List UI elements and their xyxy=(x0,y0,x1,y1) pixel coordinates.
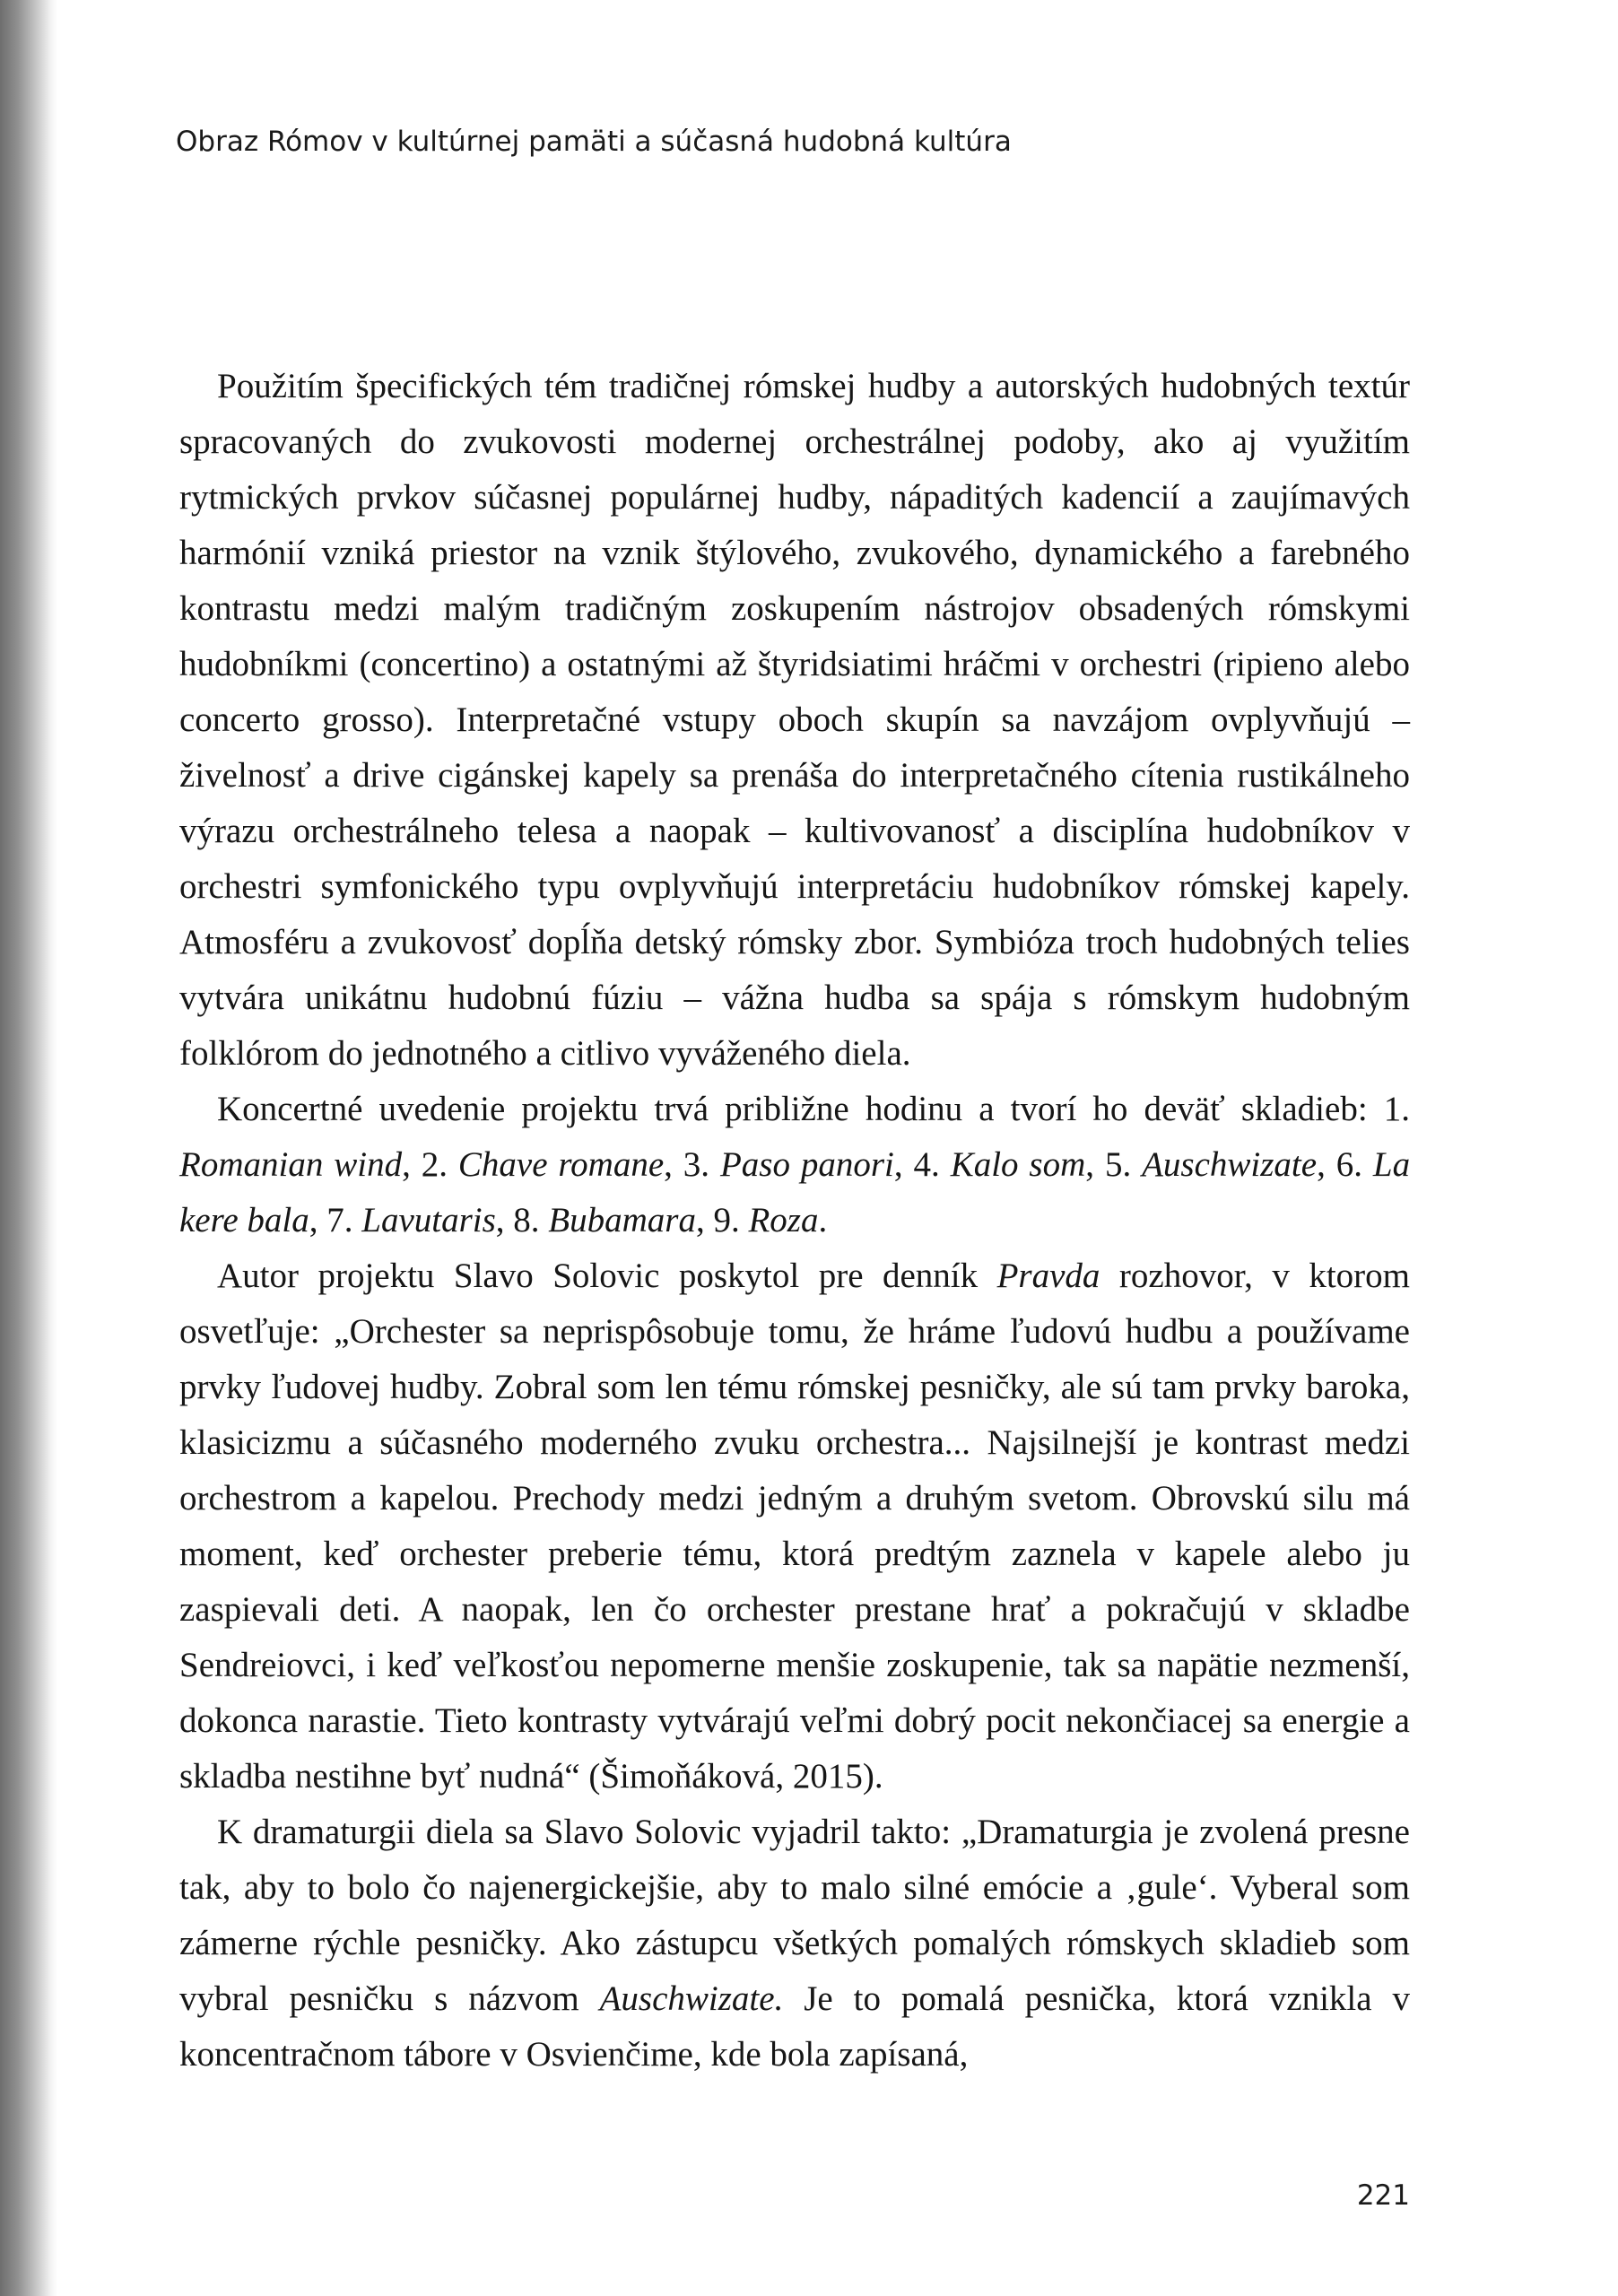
paragraph-3: Autor projektu Slavo Solovic poskytol pre denník Pravda rozhovor, v ktorom osvetľuje: „Orchester sa neprispôsobuje tomu, že hráme ľudovú hudbu a používame prvky ľudovej hudby. Zobral som len tému rómskej pesničky, ale sú tam prvky baroka, klasicizmu a súčasného moderného zvuku orchestra... Najsilnejší je kontrast medzi orchestrom a kapelou. Prechody medzi jedným a druhým svetom. Obrovskú silu má moment, keď orchester preberie tému, ktorá predtým zaznela v kapele alebo ju zaspievali deti. A naopak, len čo orchester prestane hrať a pokračujú v skladbe Sendreiovci, i keď veľkosťou nepomerne menšie zoskupenie, tak sa napätie nezmenší, dokonca narastie. Tieto kontrasty vytvárajú veľmi dobrý pocit nekončiacej sa energie a skladba nestihne byť nudná“ (Šimoňáková, 2015). xyxy=(179,1257,1410,1796)
paragraph-4: K dramaturgii diela sa Slavo Solovic vyjadril takto: „Dramaturgia je zvolená presne tak, aby to bolo čo najenergickejšie, aby to malo silné emócie a ‚gule‘. Vyberal som zámerne rýchle pesničky. Ako zástupcu všetkých pomalých rómskych skladieb som vybral pesničku s názvom Auschwizate. Je to pomalá pesnička, ktorá vznikla v koncentračnom tábore v Osvienčime, kde bola zapísaná, xyxy=(179,1813,1411,2074)
track-title: Bubamara xyxy=(548,1201,696,1239)
paragraph-2 xyxy=(179,1082,1410,1248)
track-item: 1. Romanian wind, xyxy=(179,1090,1410,1184)
track-title: Roza xyxy=(748,1201,819,1239)
track-item: 9. Roza. xyxy=(713,1201,828,1239)
track-item: 2. Chave romane, xyxy=(421,1145,673,1184)
track-item: 4. Kalo som, xyxy=(913,1145,1095,1184)
page-number: 221 xyxy=(1356,2179,1410,2212)
track-title: Chave romane xyxy=(457,1145,665,1184)
track-title: Auschwizate xyxy=(1142,1145,1318,1184)
track-item: 3. Paso panori, xyxy=(683,1145,903,1184)
song-title: Auschwizate. xyxy=(599,1979,784,2018)
book-gutter-shadow xyxy=(0,0,57,2296)
track-title: Lavutaris xyxy=(361,1201,496,1239)
track-item: 8. Bubamara, xyxy=(513,1201,705,1239)
track-title: La kere bala xyxy=(179,1145,1411,1239)
track-title: Paso panori xyxy=(719,1145,894,1184)
running-head: Obraz Rómov v kultúrnej pamäti a súčasná hudobná kultúra xyxy=(176,126,1012,158)
track-item: 5. Auschwizate, xyxy=(1104,1145,1326,1184)
track-item: 7. Lavutaris, xyxy=(326,1201,505,1239)
track-title: Kalo som xyxy=(950,1145,1086,1184)
paragraph-1: Použitím špecifických tém tradičnej rómskej hudby a autorských hudobných textúr spracovaných do zvukovosti modernej orchestrálnej podoby, ako aj využitím rytmických prvkov súčasnej populárnej hudby, nápaditých kadencií a zaujímavých harmónií vzniká priestor na vznik štýlového, zvukového, dynamického a farebného kontrastu medzi malým tradičným zoskupením nástrojov obsadených rómskymi hudobníkmi (concertino) a ostatnými až štyridsiatimi hráčmi v orchestri (ripieno alebo concerto grosso). Interpretačné vstupy oboch skupín sa navzájom ovplyvňujú – živelnosť a drive cigánskej kapely sa prenáša do interpretačného cítenia rustikálneho výrazu orchestrálneho telesa a naopak – kultivovanosť a disciplína hudobníkov v orchestri symfonického typu ovplyvňujú interpretáciu hudobníkov rómskej kapely. Atmosféru a zvukovosť dopĺňa detský rómsky zbor. Symbióza troch hudobných telies vytvára unikátnu hudobnú fúziu – vážna hudba sa spája s rómskym hudobným folklórom do jednotného a citlivo vyváženého diela. xyxy=(179,367,1410,1073)
newspaper-title: Pravda xyxy=(996,1257,1100,1295)
paragraph-2-intro: Koncertné uvedenie projektu trvá približne hodinu a tvorí ho deväť skladieb: xyxy=(217,1090,1368,1128)
track-title: Romanian wind xyxy=(179,1145,403,1184)
track-item: 6. La kere bala, xyxy=(179,1145,1411,1239)
body-text xyxy=(179,359,1410,2083)
